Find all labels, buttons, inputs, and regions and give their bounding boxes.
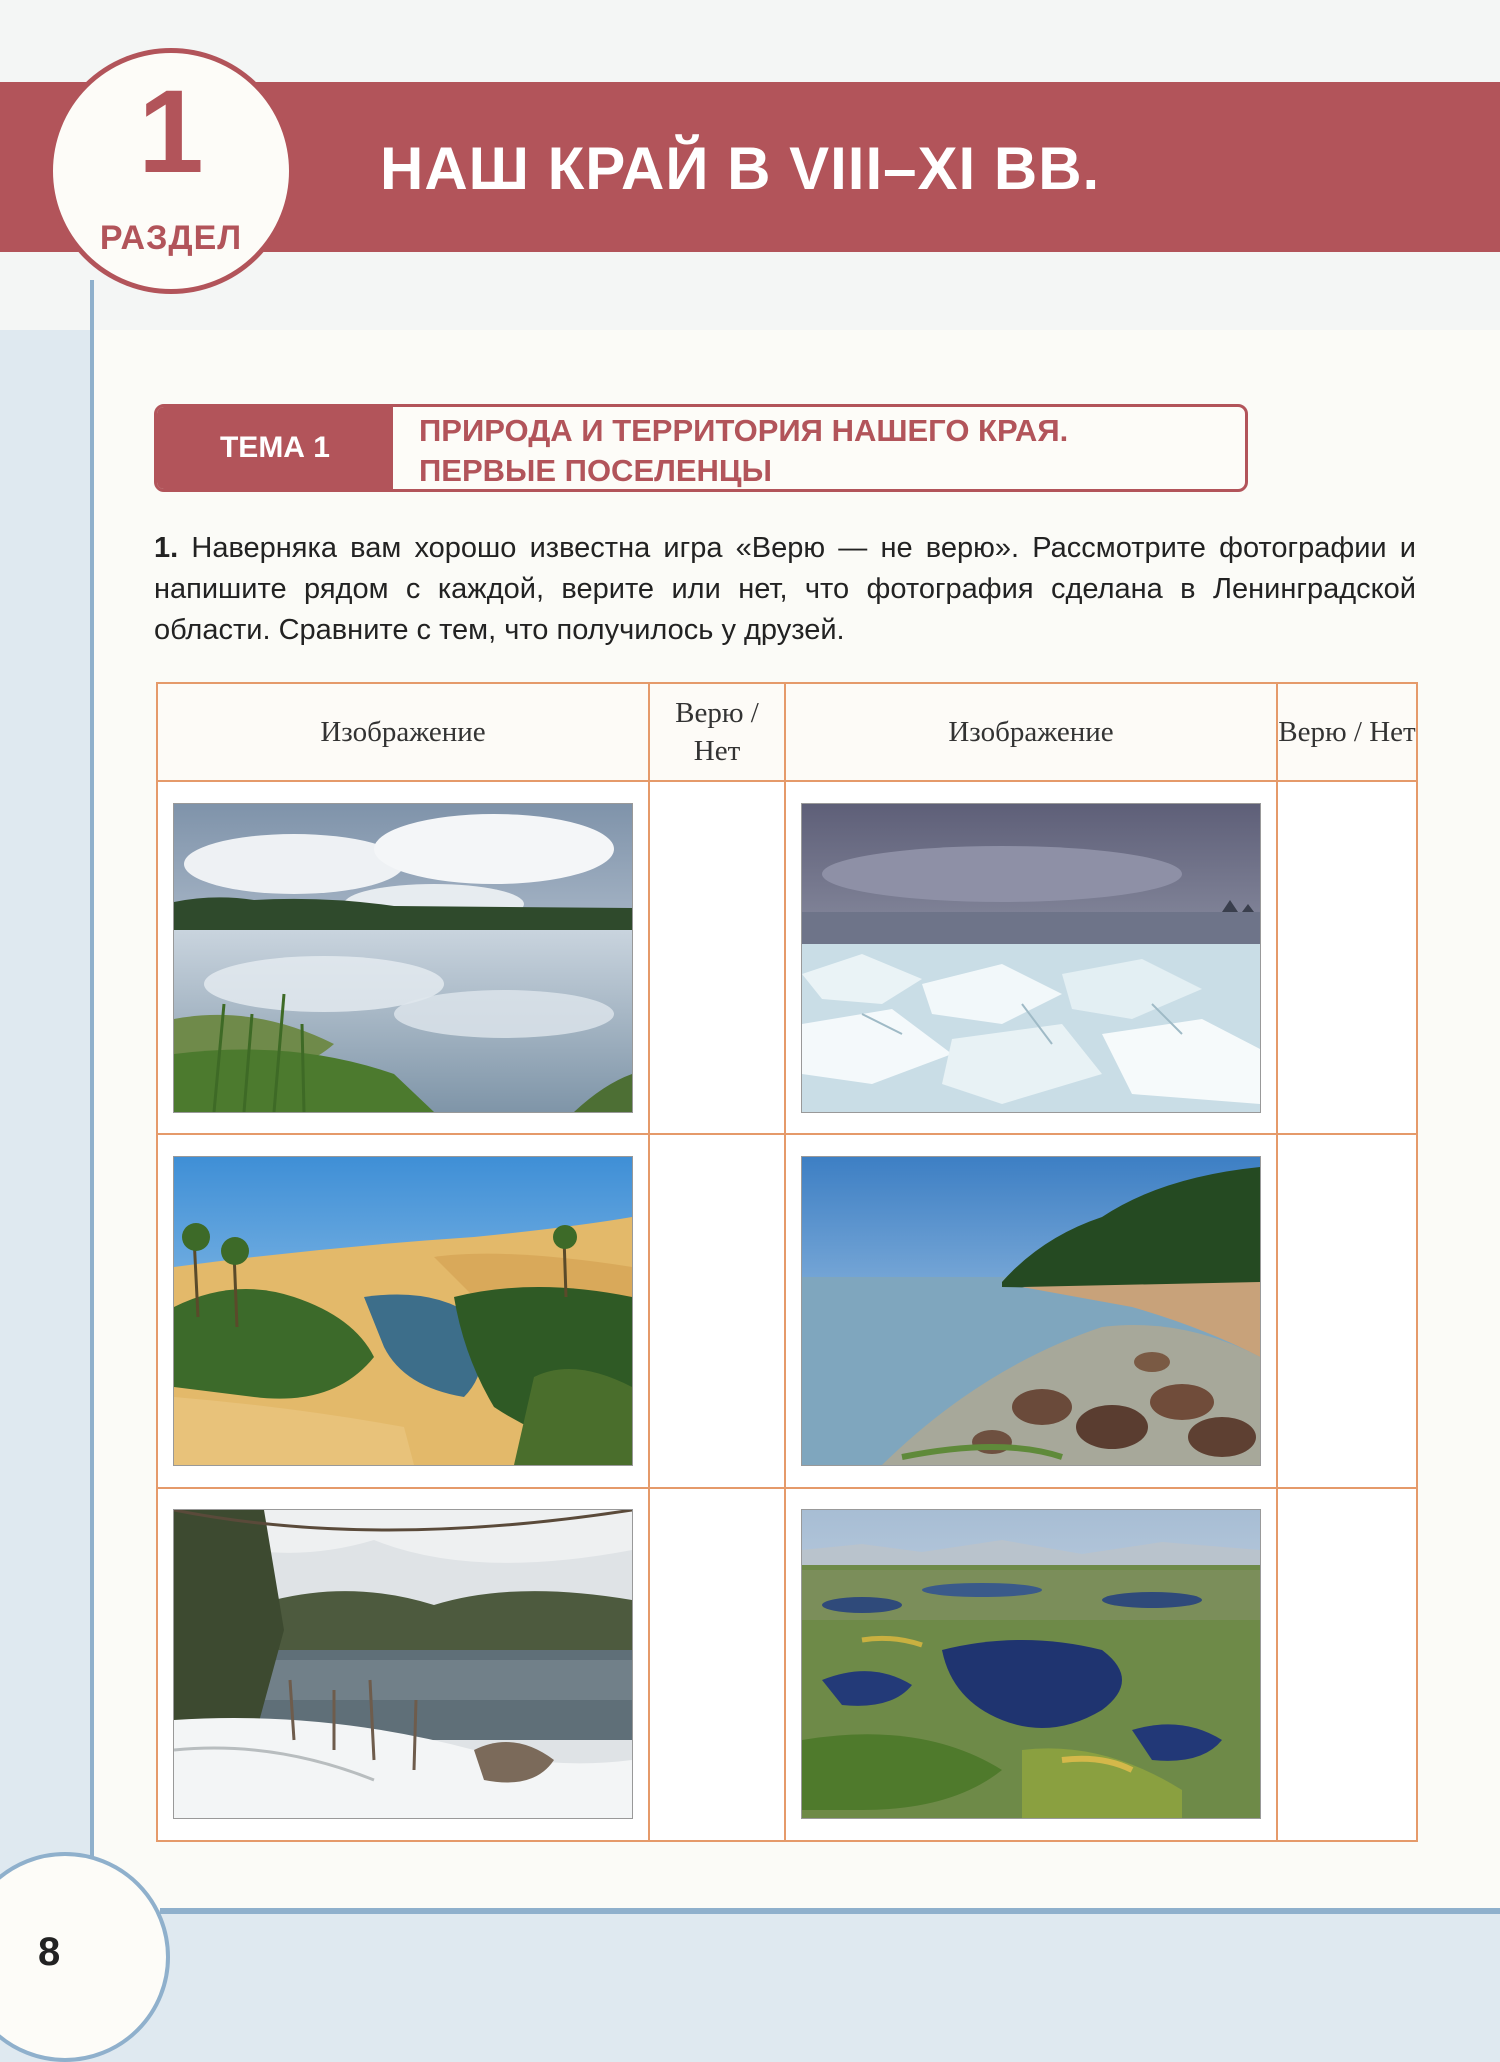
image-cell bbox=[785, 1134, 1277, 1487]
section-title: НАШ КРАЙ В VIII–XI ВВ. bbox=[380, 135, 1101, 202]
task-number: 1. bbox=[154, 532, 179, 564]
answer-cell[interactable] bbox=[1277, 1488, 1417, 1841]
page-footer bbox=[0, 1910, 1500, 1990]
image-cell bbox=[785, 781, 1277, 1134]
table-header-row bbox=[157, 683, 1417, 781]
image-cell bbox=[157, 1134, 649, 1487]
topic-tag: ТЕМА 1 bbox=[157, 407, 393, 489]
table-row bbox=[157, 781, 1417, 1134]
image-cell bbox=[157, 1488, 649, 1841]
header-answer-left: Верю / Нет bbox=[649, 683, 785, 781]
topic-title-line-2: ПЕРВЫЕ ПОСЕЛЕНЦЫ bbox=[419, 453, 772, 488]
task-text bbox=[154, 528, 1416, 651]
bottom-rule bbox=[160, 1908, 1500, 1914]
desert-oasis-photo bbox=[173, 1156, 633, 1466]
table-row bbox=[157, 1134, 1417, 1487]
section-number: 1 bbox=[138, 66, 204, 198]
left-margin-rule bbox=[90, 280, 94, 1880]
answer-cell[interactable] bbox=[649, 781, 785, 1134]
answer-cell[interactable] bbox=[1277, 781, 1417, 1134]
header-image-left: Изображение bbox=[157, 683, 649, 781]
answer-cell[interactable] bbox=[649, 1488, 785, 1841]
answer-cell[interactable] bbox=[1277, 1134, 1417, 1487]
topic-header bbox=[154, 404, 1248, 492]
answer-cell[interactable] bbox=[649, 1134, 785, 1487]
topic-title bbox=[419, 411, 1068, 491]
answer-table bbox=[156, 682, 1418, 1842]
table-row bbox=[157, 1488, 1417, 1841]
section-label: РАЗДЕЛ bbox=[99, 219, 243, 257]
image-cell bbox=[785, 1488, 1277, 1841]
tundra-lakes-photo bbox=[801, 1509, 1261, 1819]
task-body: Наверняка вам хорошо известна игра «Верю — не верю». Рассмотрите фотографии и напишите рядом с каждой, верите или нет, что фотография сделана в Ленинградской области. Сравните с тем, что получилось у друзей. bbox=[154, 532, 1416, 646]
image-cell bbox=[157, 781, 649, 1134]
page-number: 8 bbox=[38, 1930, 61, 1974]
ice-shore-photo bbox=[801, 803, 1261, 1113]
section-badge bbox=[48, 48, 294, 294]
topic-title-line-1: ПРИРОДА И ТЕРРИТОРИЯ НАШЕГО КРАЯ. bbox=[419, 413, 1069, 448]
spring-forest-lake-photo bbox=[173, 1509, 633, 1819]
header-answer-right: Верю / Нет bbox=[1277, 683, 1417, 781]
rocky-coast-photo bbox=[801, 1156, 1261, 1466]
lake-reflection-photo bbox=[173, 803, 633, 1113]
header-image-right: Изображение bbox=[785, 683, 1277, 781]
